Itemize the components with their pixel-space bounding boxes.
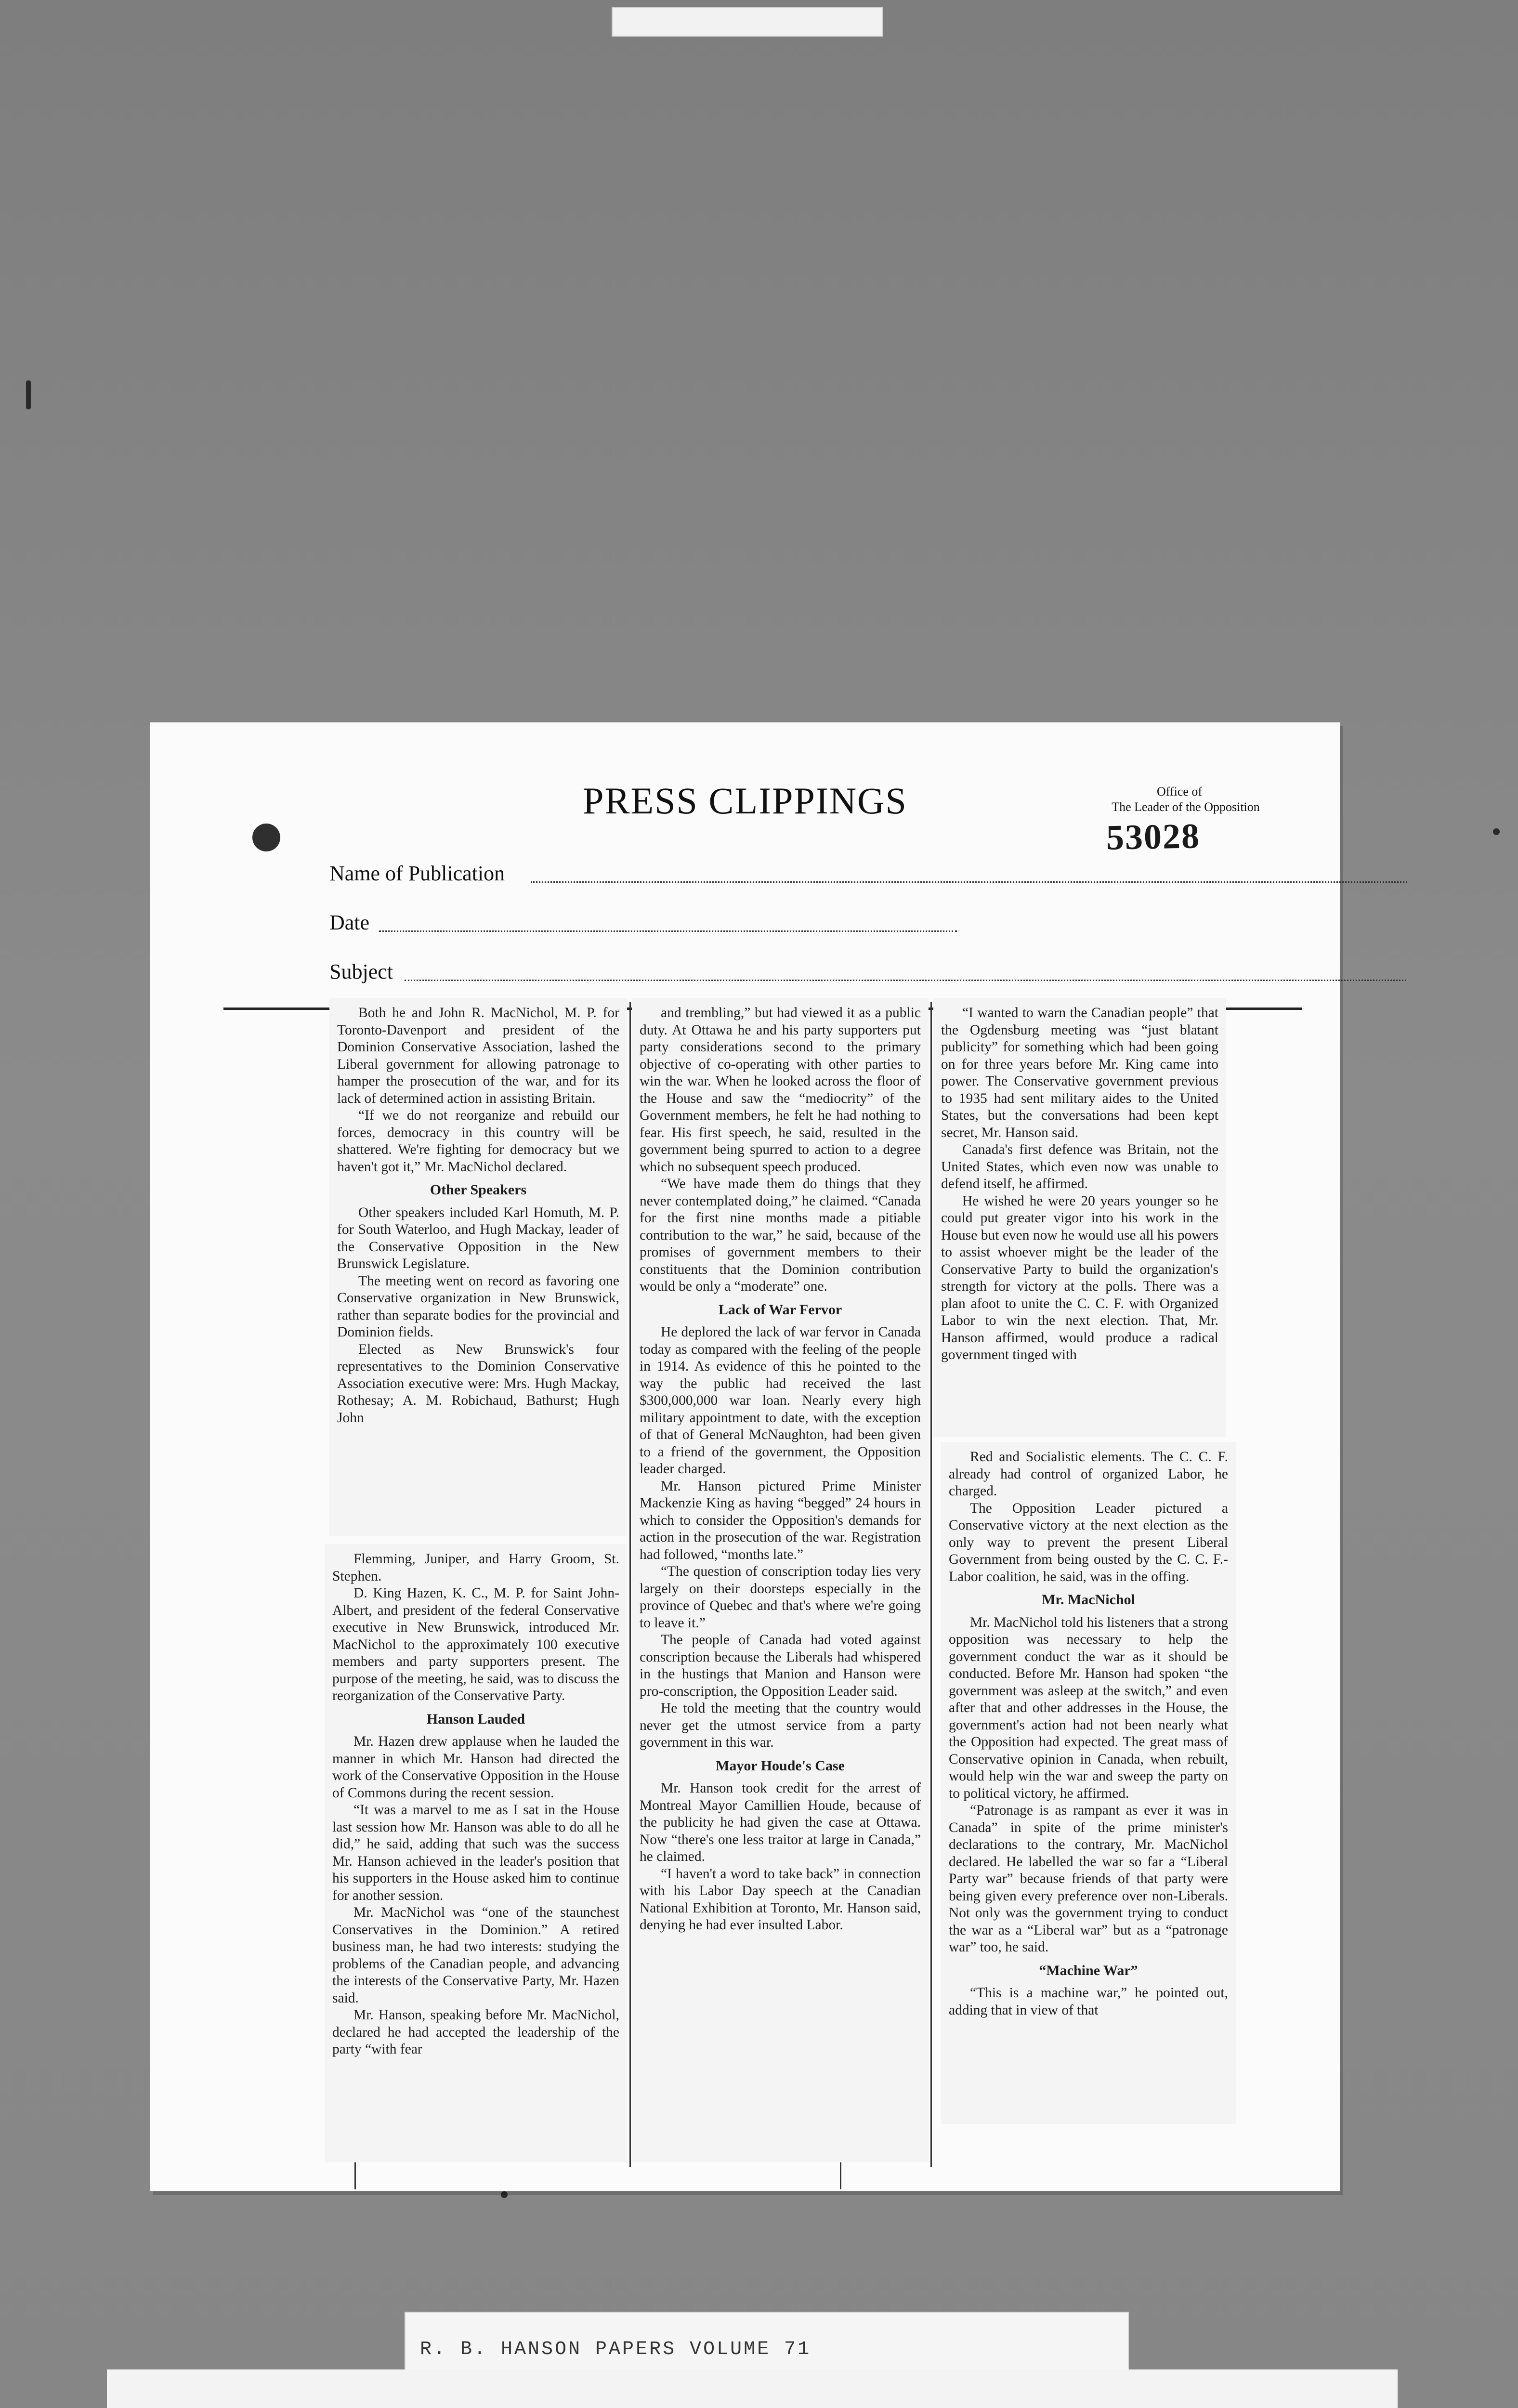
office-header [1099, 784, 1272, 815]
subheading: Lack of War Fervor [718, 1301, 842, 1318]
paragraph: The Opposition Leader pictured a Conservative victory at the next election as the only way to prevent the present Liberal Government from being ousted by the C. C. F.-Labor coalition, he said, was in the offing. [949, 1500, 1228, 1584]
paragraph: The meeting went on record as favoring one Conservative organization in New Brunswick, rather than separate bodies for the provincial and Dominion fields. [337, 1273, 619, 1340]
subheading: Hanson Lauded [426, 1711, 525, 1727]
subject-field-line [405, 980, 1406, 981]
edge-mark [1493, 828, 1500, 835]
clipping-text [632, 998, 929, 1941]
paragraph: “Patronage is as rampant as ever it was in Canada” in spite of the prime minister's declarations to the contrary, Mr. MacNichol declared. He labelled the war so far a “Liberal Party war” because friends of that party were being given every preference over non-Liberals. Not only was the government trying to conduct the war as a “Liberal war” but as a “patronage war” too, he said. [949, 1803, 1228, 1955]
clipping-column-3-bottom [941, 1442, 1236, 2124]
volume-label-text: R. B. HANSON PAPERS VOLUME 71 [420, 2339, 811, 2360]
paragraph: Elected as New Brunswick's four representatives to the Dominion Conservative Association executive were: Mrs. Hugh Mackay, Rothesay; A. M. Robichaud, Bathurst; Hugh John [337, 1341, 619, 1426]
archives-placard [107, 2369, 1398, 2408]
edge-mark [501, 2191, 508, 2198]
column-divider [930, 1002, 932, 2167]
subheading: Mayor Houde's Case [716, 1757, 845, 1774]
paragraph: Red and Socialistic elements. The C. C. F. already had control of organized Labor, he charged. [949, 1449, 1228, 1499]
clipping-column-1-bottom [325, 1544, 627, 2162]
column-tick [354, 2162, 356, 2189]
clipping-text [329, 998, 627, 1433]
date-field-line [379, 930, 957, 932]
clipping-column-2 [632, 998, 929, 2162]
subheading: “Machine War” [1039, 1962, 1138, 1978]
edge-mark [26, 380, 31, 409]
clipping-column-3-top [933, 998, 1226, 1437]
paragraph: He told the meeting that the country would never get the utmost service from a party government in this war. [640, 1701, 921, 1750]
paragraph: “I wanted to warn the Canadian people” that the Ogdensburg meeting was “just blatant publicity” for something which had been going on for three years before Mr. King came into power. The Conservative government previous to 1935 had sent military aides to the United States, but the conversations had been kept secret, Mr. Hanson said. [941, 1005, 1218, 1140]
press-clippings-sheet [150, 722, 1340, 2191]
office-label: Office of [1157, 785, 1203, 798]
paragraph: Flemming, Juniper, and Harry Groom, St. Stephen. [332, 1551, 619, 1584]
subject-field-label: Subject [329, 960, 393, 983]
clipping-text [941, 1442, 1236, 2026]
paragraph: Both he and John R. MacNichol, M. P. for Toronto-Davenport and president of the Dominion Conservative Association, lashed the Liberal government for allowing patronage to hamper the prosecution of the war, and for its lack of determined action in assisting Britain. [337, 1005, 619, 1106]
paragraph: “It was a marvel to me as I sat in the House last session how Mr. Hanson was able to do all he did,” he said, adding that such was the success Mr. Hanson achieved in the leader's position that his supporters in the House asked him to continue for another session. [332, 1802, 619, 1903]
paragraph: Mr. Hanson took credit for the arrest of Montreal Mayor Camillien Houde, because of the publicity he had given the case at Ottawa. Now “there's one less traitor at large in Canada,” he claimed. [640, 1780, 921, 1864]
paragraph: “This is a machine war,” he pointed out, adding that in view of that [949, 1985, 1228, 2018]
date-field-label: Date [329, 911, 370, 934]
paragraph: The people of Canada had voted against conscription because the Liberals had whispered in the hustings that Manion and Hanson were pro-conscription, the Opposition Leader said. [640, 1632, 921, 1699]
publication-field-label: Name of Publication [329, 862, 505, 885]
paragraph: Mr. Hanson pictured Prime Minister Mackenzie King as having “begged” 24 hours in which to consider the Opposition's demands for action in the prosecution of the war. Registration had followed, “months late.” [640, 1478, 921, 1562]
punch-hole [252, 824, 280, 851]
page-title: PRESS CLIPPINGS [583, 780, 907, 822]
paragraph: He wished he were 20 years younger so he could put greater vigor into his work in the House but even now he would use all his powers to assist whoever might be the leader of the Conservative Party to build the organization's strength for victory at the polls. There was a plan afoot to unite the C. C. F. with Organized Labor to win the next election. That, Mr. Hanson affirmed, would produce a radical government tinged with [941, 1193, 1218, 1362]
paragraph: D. King Hazen, K. C., M. P. for Saint John-Albert, and president of the federal Conservative executive in New Brunswick, introduced Mr. MacNichol to the approximately 100 executive members and party supporters present. The purpose of the meeting, he said, was to discuss the reorganization of the Conservative Party. [332, 1585, 619, 1703]
paragraph: Other speakers included Karl Homuth, M. P. for South Waterloo, and Hugh Mackay, leader of the Conservative Opposition in the New Brunswick Legislature. [337, 1204, 619, 1271]
subheading: Other Speakers [430, 1182, 527, 1198]
paragraph: Mr. Hazen drew applause when he lauded the manner in which Mr. Hanson had directed the work of the Conservative Opposition in the House of Commons during the recent session. [332, 1734, 619, 1801]
subheading: Mr. MacNichol [1042, 1592, 1135, 1608]
paragraph: Mr. MacNichol told his listeners that a strong opposition was necessary to help the government conduct the war as it should be conducted. Before Mr. Hanson had spoken “the government was asleep at the switch,” and even after that and other addresses in the House, the government's action had not been nearly what the Opposition had expected. The great mass of Conservative opinion in Canada, when rebuilt, would help win the war and sweep the party on to political victory, he affirmed. [949, 1614, 1228, 1801]
paragraph: He deplored the lack of war fervor in Canada today as compared with the feeling of the people in 1914. As evidence of this he pointed to the way the public had received the last $300,000,000 war loan. Nearly every high military appointment to date, with the exception of that of General McNaughton, had been given to a friend of the government, the Opposition leader charged. [640, 1324, 921, 1477]
column-divider [629, 1002, 631, 2167]
paragraph: “I haven't a word to take back” in connection with his Labor Day speech at the Canadian National Exhibition at Toronto, Mr. Hanson said, denying he had ever insulted Labor. [640, 1866, 921, 1933]
clipping-column-1-top [329, 998, 627, 1536]
paragraph: Mr. Hanson, speaking before Mr. MacNichol, declared he had accepted the leadership of the party “with fear [332, 2007, 619, 2057]
column-tick [840, 2162, 841, 2189]
office-name: The Leader of the Opposition [1112, 800, 1260, 814]
paragraph: Canada's first defence was Britain, not the United States, which even now was unable to defend itself, he affirmed. [941, 1142, 1218, 1191]
paragraph: “The question of conscription today lies very largely on their doorsteps especially in the province of Quebec and that's where we're going to leave it.” [640, 1564, 921, 1631]
paragraph: “We have made them do things that they never contemplated doing,” he claimed. “Canada for the first nine months made a pitiable contribution to the war,” he said, because of the promises of government members to their constituents that the Dominion contribution would be only a “moderate” one. [640, 1176, 921, 1294]
paragraph: and trembling,” but had viewed it as a public duty. At Ottawa he and his party supporters put party considerations second to the primary objective of co-operating with other parties to win the war. When he looked across the floor of the House and saw the “mediocrity” of the Government members, he felt he had nothing to fear. His first speech, he said, resulted in the government being spurred to action to a degree which no subsequent speech produced. [640, 1005, 921, 1175]
folder-tab [612, 7, 883, 37]
clipping-text [933, 998, 1226, 1371]
clipping-text [325, 1544, 627, 2065]
paragraph: “If we do not reorganize and rebuild our forces, democracy in this country will be shattered. We're fighting for democracy but we haven't got it,” Mr. MacNichol declared. [337, 1108, 619, 1175]
publication-field-line [531, 881, 1407, 883]
paragraph: Mr. MacNichol was “one of the staunchest Conservatives in the Dominion.” A retired business man, he had two interests: studying the problems of the Canadian people, and advancing the interests of the Conservative Party, Mr. Hazen said. [332, 1905, 619, 2006]
document-number-stamp: 53028 [1106, 816, 1201, 858]
